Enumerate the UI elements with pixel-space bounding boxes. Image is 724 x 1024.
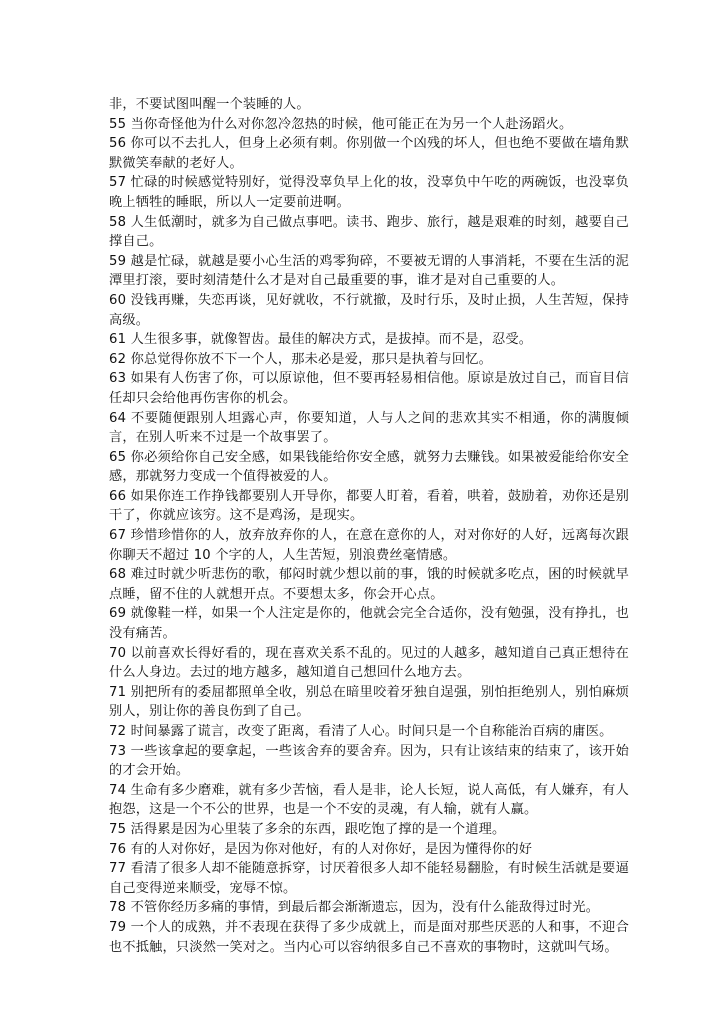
paragraph-57: 57 忙碌的时候感觉特别好，觉得没辜负早上化的妆，没辜负中午吃的两碗饭，也没辜负晚上牺牲的睡眠，所以人一定要前进啊。: [109, 175, 629, 210]
paragraph-64: 64 不要随便跟别人坦露心声，你要知道，人与人之间的悲欢其实不相通，你的满腹倾言，在别人听来不过是一个故事罢了。: [109, 410, 629, 446]
paragraph-76: 76 有的人对你好，是因为你对他好，有的人对你好，是因为懂得你的好: [109, 841, 533, 857]
paragraph-75: 75 活得累是因为心里装了多余的东西，跟吃饱了撑的是一个道理。: [109, 821, 506, 837]
paragraph-66: 66 如果你连工作挣钱都要别人开导你，都要人盯着，看着，哄着，鼓励着，劝你还是别干了，你就应该穷。这不是鸡汤，是现实。: [109, 488, 629, 524]
paragraph-55: 55 当你奇怪他为什么对你忽冷忽热的时候，他可能正在为另一个人赴汤蹈火。: [109, 116, 573, 132]
paragraph-79: 79 一个人的成熟，并不表现在获得了多少成就上，而是面对那些厌恶的人和事，不迎合也不抵触，只淡然一笑对之。当内心可以容纳很多自己不喜欢的事物时，这就叫气场。: [109, 919, 629, 955]
paragraph-62: 62 你总觉得你放不下一个人，那未必是爱，那只是执着与回忆。: [109, 351, 493, 367]
paragraph-74: 74 生命有多少磨难，就有多少苦恼，看人是非，论人长短，说人高低，有人嫌弃，有人抱怨，这是一个不公的世界，也是一个不安的灵魂，有人输，就有人赢。: [109, 782, 629, 818]
paragraph-70: 70 以前喜欢长得好看的，现在喜欢关系不乱的。见过的人越多，越知道自己真正想待在什么人身边。去过的地方越多，越知道自己想回什么地方去。: [109, 645, 629, 681]
paragraph-61: 61 人生很多事，就像智齿。最佳的解决方式，是拔掉。而不是，忍受。: [109, 332, 533, 348]
paragraph-77: 77 看清了很多人却不能随意拆穿，讨厌着很多人却不能轻易翻脸，有时候生活就是要逼自己变得逆来顺受，宠辱不惊。: [109, 861, 629, 896]
paragraph-59: 59 越是忙碌，就越是要小心生活的鸡零狗碎，不要被无谓的人事消耗，不要在生活的泥潭里打滚，要时刻清楚什么才是对自己最重要的事，谁才是对自己重要的人。: [109, 253, 629, 289]
paragraph-71: 71 别把所有的委屈都照单全收，别总在暗里咬着牙独自逞强，别怕拒绝别人，别怕麻烦别人，别让你的善良伤到了自己。: [109, 684, 629, 720]
paragraph-58: 58 人生低潮时，就多为自己做点事吧。读书、跑步、旅行，越是艰难的时刻，越要自己撑自己。: [109, 214, 629, 250]
paragraph-continuation: 非，不要试图叫醒一个装睡的人。: [109, 97, 310, 112]
paragraph-69: 69 就像鞋一样，如果一个人注定是你的，他就会完全合适你，没有勉强，没有挣扎，也没有痛苦。: [109, 606, 629, 642]
paragraph-73: 73 一些该拿起的要拿起，一些该舍弃的要舍弃。因为，只有让该结束的结束了，该开始的才会开始。: [109, 743, 629, 779]
paragraph-67: 67 珍惜珍惜你的人，放弃放弃你的人，在意在意你的人，对对你好的人好，远离每次跟你聊天不超过 10 个字的人，人生苦短，别浪费丝毫情感。: [109, 528, 629, 563]
paragraph-56: 56 你可以不去扎人，但身上必须有刺。你别做一个凶残的坏人，但也绝不要做在墙角默默微笑奉献的老好人。: [109, 136, 629, 171]
paragraph-63: 63 如果有人伤害了你，可以原谅他，但不要再轻易相信他。原谅是放过自己，而盲目信任却只会给他再伤害你的机会。: [109, 371, 629, 406]
document-body: [109, 95, 629, 957]
paragraph-78: 78 不管你经历多痛的事情，到最后都会渐渐遗忘，因为，没有什么能敌得过时光。: [109, 900, 600, 916]
paragraph-60: 60 没钱再赚，失恋再谈，见好就收，不行就撤，及时行乐，及时止损，人生苦短，保持高级。: [109, 292, 629, 328]
paragraph-72: 72 时间暴露了谎言，改变了距离，看清了人心。时间只是一个自称能治百病的庸医。: [109, 724, 613, 739]
paragraph-68: 68 难过时就少听悲伤的歌，郁闷时就少想以前的事，饿的时候就多吃点，困的时候就早点睡，留不住的人就想开点。不要想太多，你会开心点。: [109, 567, 629, 602]
paragraph-65: 65 你必须给你自己安全感，如果钱能给你安全感，就努力去赚钱。如果被爱能给你安全感，那就努力变成一个值得被爱的人。: [109, 449, 629, 485]
